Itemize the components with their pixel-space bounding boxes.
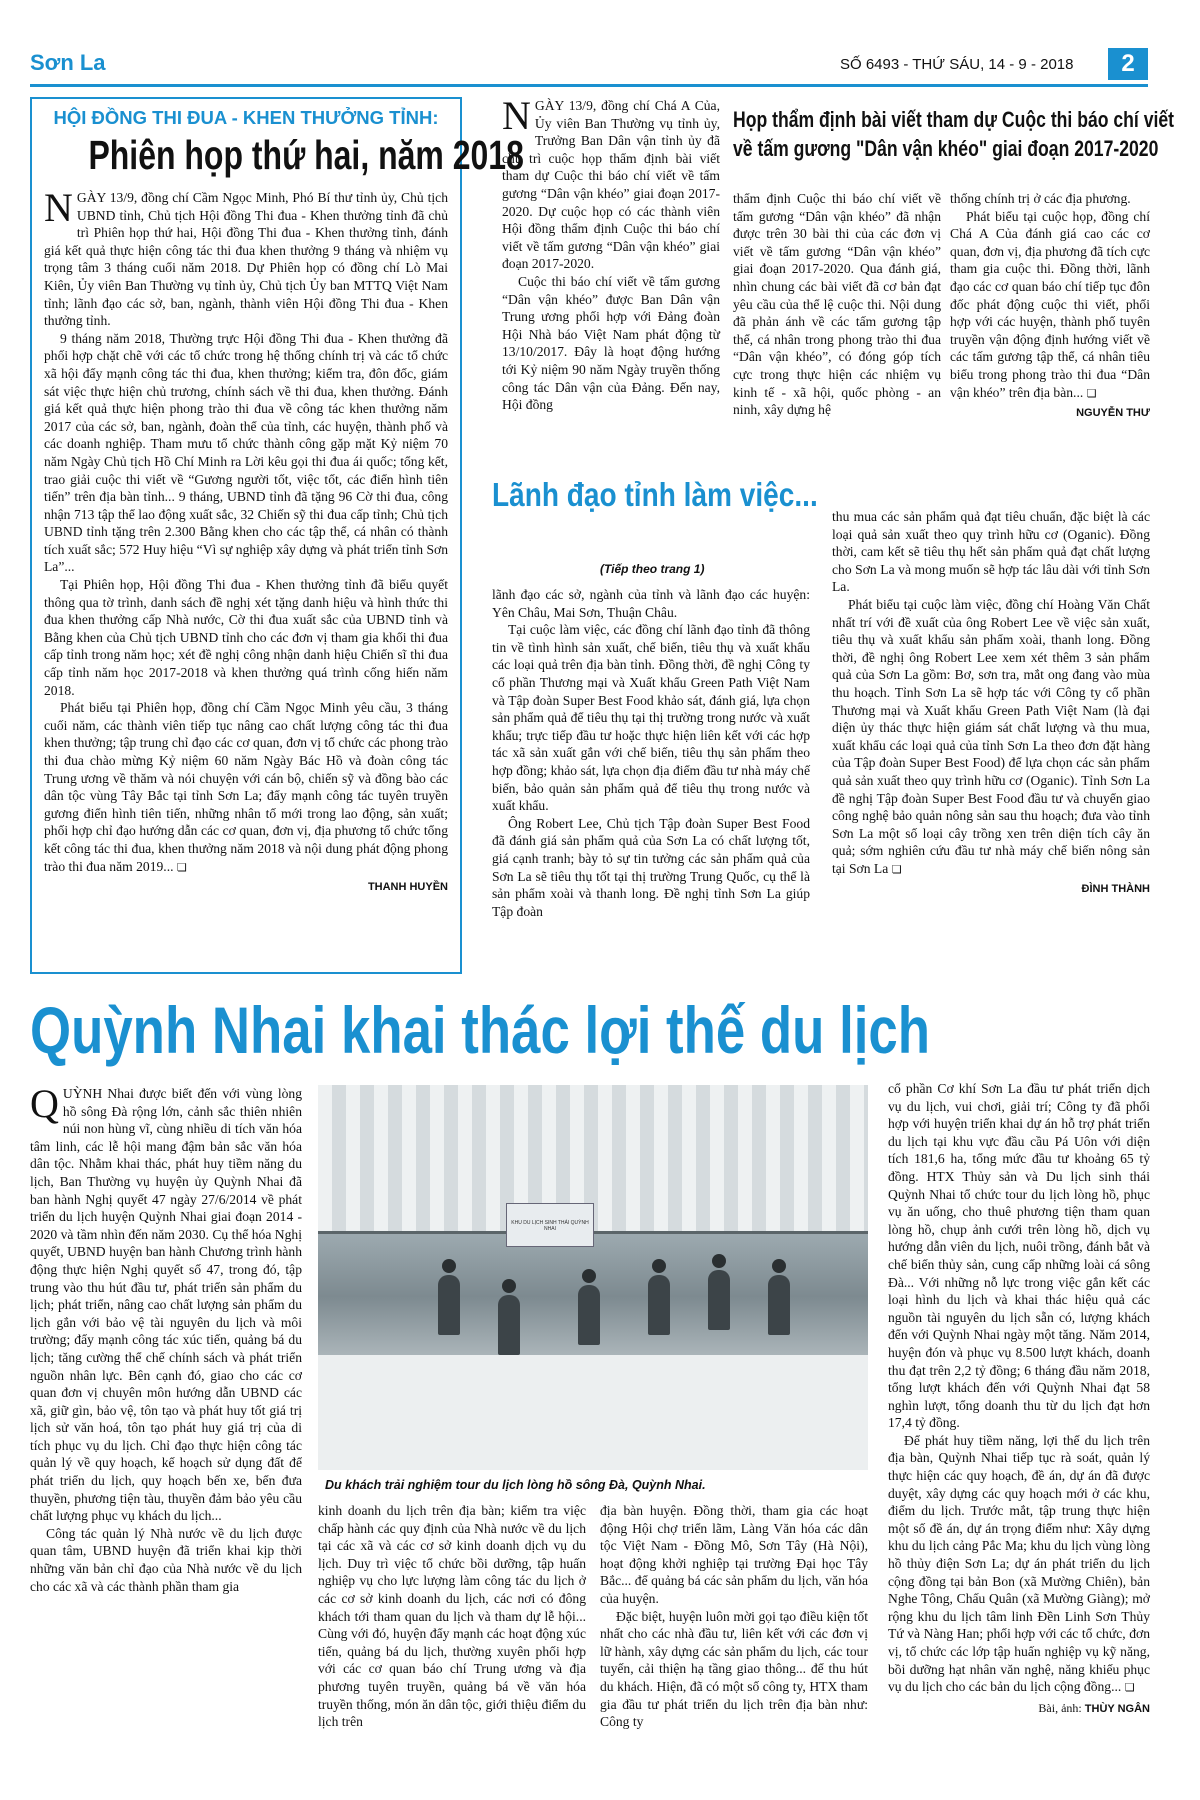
article4-paragraph: địa bàn huyện. Đồng thời, tham gia các hoạt động Hội chợ triển lãm, Làng Văn hóa các dân tộc Việt Nam - Đồng Mô, Sơn Tây (Hà Nội), hoạt động khởi nghiệp tại trường Đại học Tây Bắc... để quảng bá các sản phẩm du lịch, văn hóa của huyện. bbox=[600, 1503, 868, 1606]
article3-title: Lãnh đạo tỉnh làm việc... bbox=[492, 476, 818, 513]
drop-cap: Q bbox=[30, 1081, 59, 1126]
article3-paragraph: Tại cuộc làm việc, các đồng chí lãnh đạo tỉnh đã thông tin về tình hình sản xuất, chế biến, tiêu thụ và xuất khẩu các loại quả trên địa bàn tỉnh. Đồng thời, đề nghị Công ty cổ phần Thương mại và Xuất khẩu Green Path Việt Nam và Tập đoàn Super Best Food khảo sát, đánh giá, lựa chọn sản phẩm quả để tiêu thụ tại thị trường trong nước và xuất khẩu; trực tiếp đầu tư hoặc thực hiện liên kết với các hợp tác xã sản xuất gắn với chế biến, tiêu thụ sản phẩm theo hợp đồng; khảo sát, lựa chọn địa điểm đầu tư nhà máy chế biến, bảo quản sản phẩm quả để tiêu thụ trong nước và xuất khẩu. bbox=[492, 622, 810, 814]
article1-paragraph: Phát biểu tại Phiên họp, đồng chí Cầm Ngọc Minh yêu cầu, 3 tháng cuối năm, các thành viên tiếp tục nâng cao chất lượng công tác thi đua khen thưởng; tập trung chỉ đạo các cơ quan, đơn vị tổ chức các phong trào thi đua chào mừng Kỷ niệm 60 năm Ngày Bác Hồ và đoàn công tác Trung ương về thăm và nói chuyện với cán bộ, chiến sỹ và đồng bào các dân tộc vùng Tây Bắc tại tỉnh Sơn La; đẩy mạnh công tác tuyên truyền gương điển hình tiên tiến, những nhân tố mới trong lao động, sản xuất; phối hợp chỉ đạo hướng dẫn các cơ quan, đơn vị, địa phương tổ chức tổng kết công tác thi đua, khen thưởng năm 2018 và nội dung phát động phong trào thi đua năm 2019... ❏ bbox=[44, 700, 448, 874]
article4-column-3 bbox=[600, 1502, 868, 1731]
article4-paragraph: Công tác quản lý Nhà nước về du lịch được quan tâm, UBND huyện đã triển khai kịp thời những văn bản chỉ đạo của Nhà nước về du lịch cho các xã và các thành phần tham gia bbox=[30, 1525, 302, 1594]
end-mark: ❏ bbox=[176, 861, 187, 874]
article2-title-line: Họp thẩm định bài viết tham dự Cuộc thi báo chí viết bbox=[733, 107, 1175, 132]
article1-kicker: HỘI ĐỒNG THI ĐUA - KHEN THƯỞNG TỈNH: bbox=[53, 107, 439, 128]
passenger-figure bbox=[648, 1275, 670, 1335]
article1-title: Phiên họp thứ hai, năm 2018 bbox=[88, 132, 524, 178]
article4-paragraph: cổ phần Cơ khí Sơn La đầu tư phát triển dịch vụ du lịch, vui chơi, giải trí; Công ty đã phối hợp với huyện triển khai dự án hỗ trợ phát triển du lịch tại khu vực đầu cầu Pá Uôn với diện tích 181,6 ha, tổng mức đầu tư khoảng 65 tỷ đồng. HTX Thủy sản và Du lịch sinh thái Quỳnh Nhai tổ chức tour du lịch lòng hồ, phục vụ ăn uống, cho thuê phương tiện tham quan lòng hồ, chụp ảnh cưới trên lòng hồ, dịch vụ hướng dẫn viên du lịch, nuôi trồng, đánh bắt và chế biến thủy sản, cung cấp những loài cá sông Đà... Với những nỗ lực trong việc gắn kết các loại hình du lịch và khai thác hiệu quả các nguồn tài nguyên du lịch sẵn có, lượng khách đến với Quỳnh Nhai ngày một tăng. Năm 2014, huyện đón và phục vụ 8.500 lượt khách, doanh thu đạt trên 2,2 tỷ đồng; 6 tháng đầu năm 2018, tổng lượt khách đến với Quỳnh Nhai đạt 58 nghìn lượt, tổng doanh thu từ du lịch đạt hơn 17,4 tỷ đồng. bbox=[888, 1081, 1150, 1431]
article3-continued: (Tiếp theo trang 1) bbox=[600, 562, 705, 576]
article2-title bbox=[733, 105, 1175, 163]
article2-paragraph: thống chính trị ở các địa phương. bbox=[950, 191, 1131, 206]
article2-paragraph: Cuộc thi báo chí viết về tấm gương “Dân vận khéo” được Ban Dân vận Trung ương phối hợp với Đảng đoàn Hội Nhà báo Việt Nam phát động từ 13/10/2017. Đây là hoạt động hướng tới Kỷ niệm 90 năm Ngày truyền thống công tác Dân vận của Đảng. Đến nay, Hội đồng bbox=[502, 273, 720, 413]
passenger-head bbox=[652, 1259, 666, 1273]
article1-body bbox=[44, 185, 448, 897]
article4-author: Bài, ảnh: THÙY NGÂN bbox=[1038, 1700, 1150, 1715]
article2-paragraph: NGÀY 13/9, đồng chí Chá A Của, Ủy viên Ban Thường vụ tỉnh ủy, Trưởng Ban Dân vận tỉnh ủy đã chủ trì cuộc họp thẩm định bài viết tham dự Cuộc thi báo chí viết về tấm gương “Dân vận khéo” giai đoạn 2017-2020. Dự cuộc họp có các thành viên Hội đồng thẩm định Cuộc thi báo chí viết về tấm gương “Dân vận khéo” giai đoạn 2017-2020. bbox=[502, 93, 720, 272]
passenger-head bbox=[442, 1259, 456, 1273]
drop-cap: N bbox=[44, 185, 73, 230]
passenger-head bbox=[712, 1254, 726, 1268]
article4-paragraph: kinh doanh du lịch trên địa bàn; kiểm tra việc chấp hành các quy định của Nhà nước về du lịch tại các xã và các cơ sở kinh doanh dịch vụ du lịch. Duy trì việc tổ chức bồi dưỡng, tập huấn nghiệp vụ cho lực lượng làm công tác du lịch ở các cơ sở kinh doanh du lịch, các nơi có đông khách tới tham quan du lịch và tham dự lễ hội... Cùng với đó, huyện đẩy mạnh các hoạt động xúc tiến, quảng bá du lịch, thường xuyên phối hợp với các cơ quan báo chí Trung ương và địa phương tuyên truyền, quảng bá về văn hóa truyền thống, món ăn dân tộc, giới thiệu điểm du lịch trên bbox=[318, 1503, 586, 1730]
article4-title: Quỳnh Nhai khai thác lợi thế du lịch bbox=[30, 993, 931, 1067]
passenger-head bbox=[772, 1259, 786, 1273]
tour-boat-photo bbox=[318, 1085, 868, 1470]
article1-paragraph: NGÀY 13/9, đồng chí Cầm Ngọc Minh, Phó Bí thư tỉnh ủy, Chủ tịch UBND tỉnh, Chủ tịch Hội đồng Thi đua - Khen thưởng tỉnh đã chủ trì Phiên họp thứ hai, Hội đồng Thi đua - Khen thưởng tỉnh, đánh giá kết quả thực hiện công tác thi đua khen thưởng 9 tháng và nhiệm vụ trọng tâm 3 tháng cuối năm 2018. Dự Phiên họp có đồng chí Lò Mai Kiên, Ủy viên Ban Thường vụ tỉnh ủy, Chủ tịch Ủy ban MTTQ Việt Nam tỉnh; lãnh đạo các sở, ban, ngành, thành viên Hội đồng Thi đua - Khen thưởng tỉnh. bbox=[44, 185, 448, 329]
photo-banner: KHU DU LỊCH SINH THÁI QUỲNH NHAI bbox=[506, 1203, 594, 1247]
issue-info: SỐ 6493 - THỨ SÁU, 14 - 9 - 2018 bbox=[840, 56, 1074, 73]
boat-deck bbox=[318, 1355, 868, 1471]
article2-author: NGUYỄN THƯ bbox=[1076, 407, 1150, 420]
article3-column-1 bbox=[492, 586, 810, 920]
section-brand: Sơn La bbox=[30, 50, 106, 75]
article3-paragraph: Ông Robert Lee, Chủ tịch Tập đoàn Super Best Food đã đánh giá sản phẩm quả của Sơn La có chất lượng tốt, giá cạnh tranh; bày tỏ sự tin tưởng các sản phẩm quả của Sơn La sẽ tiêu thụ tốt tại thị trường Trung Quốc, cụ thể là sản phẩm xoài và thanh long. Đề nghị tỉnh Sơn La giúp Tập đoàn bbox=[492, 815, 810, 919]
article1-paragraph: 9 tháng năm 2018, Thường trực Hội đồng Thi đua - Khen thưởng đã phối hợp chặt chẽ với các tổ chức trong hệ thống chính trị và các tổ chức xã hội đẩy mạnh công tác thi đua, khen thưởng; kiểm tra, đôn đốc, giám sát việc thực hiện chủ trương, chính sách về thi đua, khen thưởng. Đánh giá kết quả thực hiện phong trào thi đua về công tác khen thưởng năm 2017 của các sở, ban, ngành, đoàn thể của tỉnh, các huyện, thành phố và các doanh nghiệp. Tham mưu tổ chức thành công gặp mặt Kỷ niệm 70 năm Ngày Chủ tịch Hồ Chí Minh ra Lời kêu gọi thi đua ái quốc; tổng kết, trao giải cuộc thi viết về “Gương người tốt, việc tốt, các điển hình tiên tiến” trên địa bàn tỉnh... 9 tháng, UBND tỉnh đã tặng 96 Cờ thi đua, công nhận 713 tập thể lao động xuất sắc, 32 Chiến sỹ thi đua cấp tỉnh; Chủ tịch UBND tỉnh tặng trên 2.300 Bằng khen cho các tập thể, cá nhân có thành tích xuất sắc; 572 Huy hiệu “Vì sự nghiệp xây dựng và phát triển tỉnh Sơn La”... bbox=[44, 330, 448, 575]
end-mark: ❏ bbox=[891, 863, 902, 876]
end-mark: ❏ bbox=[1086, 387, 1097, 400]
article2-paragraph: Phát biểu tại cuộc họp, đồng chí Chá A Của đánh giá cao các cơ quan, đơn vị, địa phương đã tích cực tham gia cuộc thi. Đồng thời, lãnh đạo các cơ quan báo chí tiếp tục đôn đốc phát động cuộc thi viết, phối hợp với các huyện, thành phố tuyên truyền vận động định hướng viết về các tấm gương tập thể, cá nhân tiêu biểu trong phong trào thi đua “Dân vận khéo” trên địa bàn... ❏ bbox=[950, 208, 1150, 400]
passenger-figure bbox=[578, 1285, 600, 1345]
article4-paragraph: QUỲNH Nhai được biết đến với vùng lòng hồ sông Đà rộng lớn, cảnh sắc thiên nhiên núi non hùng vĩ, cùng nhiều di tích văn hóa tâm linh, các lễ hội mang đậm bản sắc văn hóa dân tộc. Nhằm khai thác, phát huy tiềm năng du lịch, Ban Thường vụ huyện ủy Quỳnh Nhai đã ban hành Nghị quyết 47 ngày 27/6/2014 về phát triển du lịch huyện Quỳnh Nhai giai đoạn 2014 - 2020 và tầm nhìn đến năm 2030. Cụ thể hóa Nghị quyết, UBND huyện ban hành Chương trình hành động thực hiện Nghị quyết số 47, trong đó, tập trung vào thu hút đầu tư, phát triển sản phẩm du lịch; phát triển, nâng cao chất lượng sản phẩm du lịch gắn với bảo vệ tài nguyên du lịch và môi trường; đẩy mạnh công tác xúc tiến, quảng bá du lịch; tăng cường thể chế chính sách và phát triển nguồn nhân lực. Bên cạnh đó, giao cho các cơ quan đơn vị chuyên môn hướng dẫn UBND các xã, giữ gìn, bảo vệ, tôn tạo và phát huy tốt giá trị lịch sử văn hoá, tôn tạo phát huy giá trị của di tích phục vụ du lịch. Chỉ đạo thực hiện công tác quản lý về quy hoạch, kế hoạch sử dụng đất để phát triển du lịch, quy hoạch bến xe, bến đưa thuyền, phương tiện tàu, thuyền đảm bảo yêu cầu chất lượng phục vụ khách du lịch... bbox=[30, 1081, 302, 1524]
article3-paragraph: lãnh đạo các sở, ngành của tỉnh và lãnh đạo các huyện: Yên Châu, Mai Sơn, Thuận Châu. bbox=[492, 587, 810, 620]
article1-paragraph: Tại Phiên họp, Hội đồng Thi đua - Khen thưởng tỉnh đã biểu quyết thông qua tờ trình, danh sách đề nghị xét tặng danh hiệu và hình thức thi đua khen thưởng cấp Nhà nước, Cờ thi đua xuất sắc của UBND tỉnh và Bằng khen của Chủ tịch UBND tỉnh cho các đơn vị tham gia khối thi đua cấp tỉnh trong năm học; xét đề nghị công nhận danh hiệu Chiến sĩ thi đua cấp tỉnh năm học 2017-2018 và khen thưởng quá trình cống hiến năm 2018. bbox=[44, 577, 448, 698]
passenger-figure bbox=[498, 1295, 520, 1355]
end-mark: ❏ bbox=[1124, 1682, 1135, 1695]
article4-column-2 bbox=[318, 1502, 586, 1731]
page-number: 2 bbox=[1108, 48, 1148, 80]
article2-column-3 bbox=[950, 190, 1150, 423]
article2-column-1 bbox=[502, 93, 720, 414]
article3-column-2 bbox=[832, 508, 1150, 899]
passenger-head bbox=[582, 1269, 596, 1283]
article-thi-dua-box bbox=[30, 97, 524, 974]
header-rule bbox=[30, 84, 1148, 87]
article4-paragraph: Để phát huy tiềm năng, lợi thế du lịch trên địa bàn, Quỳnh Nhai tiếp tục rà soát, quản lý thực hiện các quy hoạch, đề án, dự án đã được duyệt, xây dựng các quy hoạch mới ở các khu, điểm du lịch. Trước mắt, tập trung thực hiện một số đề án, dự án trọng điểm như: Xây dựng khu du lịch cảng Pắc Ma; khu du lịch vùng lòng hồ thủy điện Sơn La; dự án phát triển du lịch cộng đồng tại bản Bon (xã Mường Chiên), bản Nghe Tông, Chấu Quân (xã Mường Giàng); mở rộng khu du lịch tâm linh Đền Linh Sơn Thủy Tứ và Nàng Han; phối hợp với các tổ chức, đơn vị, tổ chức các lớp tập huấn nghiệp vụ kỹ năng, bồi dưỡng hạt nhân văn nghệ, năng khiếu phục vụ du lịch cho các bản du lịch cộng đồng... ❏ bbox=[888, 1432, 1150, 1695]
article2-column-2 bbox=[733, 190, 941, 419]
article2-paragraph: thẩm định Cuộc thi báo chí viết về tấm gương “Dân vận khéo” đã nhận được trên 30 bài thi của các đơn vị viết về tấm gương “Dân vận khéo” giai đoạn 2017-2020. Qua đánh giá, nhìn chung các bài viết đã cơ bản đạt yêu cầu của thể lệ cuộc thi. Nội dung đã phản ánh về các tấm gương tập thể, cá nhân trong phong trào thi đua “Dân vận khéo”, có đóng góp tích cực trong thực hiện các nhiệm vụ kinh tế - xã hội, quốc phòng - an ninh, xây dựng hệ bbox=[733, 191, 941, 418]
article3-paragraph: thu mua các sản phẩm quả đạt tiêu chuẩn, đặc biệt là các loại quả sản xuất theo quy trình hữu cơ (Oganic). Đồng thời, cam kết sẽ tiêu thụ hết sản phẩm quả đạt chất lượng cho Sơn La và mong muốn sẽ hợp tác lâu dài với tỉnh Sơn La. bbox=[832, 509, 1150, 595]
article2-title-line: về tấm gương "Dân vận khéo" giai đoạn 2017-2020 bbox=[733, 136, 1159, 161]
article3-author: ĐÌNH THÀNH bbox=[1081, 883, 1150, 896]
passenger-figure bbox=[768, 1275, 790, 1335]
article3-paragraph: Phát biểu tại cuộc làm việc, đồng chí Hoàng Văn Chất nhất trí với đề xuất của ông Robert Lee về việc sản xuất, tiêu thụ và xuất khẩu sản phẩm xoài, thanh long. Đồng thời, đề nghị ông Robert Lee xem xét thêm 3 sản phẩm quả của Sơn La gồm: Bơ, sơn tra, mắt ong đang vào mùa thu hoạch. Tỉnh Sơn La sẽ hợp tác với Công ty cổ phần Thương mại và Xuất khẩu Green Path Việt Nam (là đại diện ủy thác thực hiện giám sát chất lượng và thu mua, xuất khẩu các loại quả của tỉnh Sơn La theo đơn đặt hàng của Tập đoàn Super Best Food) để lựa chọn các sản phẩm quả sản xuất theo quy trình hữu cơ (Oganic). Tỉnh Sơn La đề nghị Tập đoàn Super Best Food đầu tư và chuyển giao công nghệ bảo quản nông sản sau thu hoạch; đưa vào tỉnh Sơn La một số loại cây trồng xen trên diện tích cây ăn quả; sớm nghiên cứu đầu tư nhà máy chế biến nông sản tại Sơn La ❏ bbox=[832, 596, 1150, 876]
photo-caption: Du khách trải nghiệm tour du lịch lòng hồ sông Đà, Quỳnh Nhai. bbox=[325, 1478, 706, 1492]
passenger-head bbox=[502, 1279, 516, 1293]
article1-author: THANH HUYỀN bbox=[367, 881, 448, 894]
passenger-figure bbox=[438, 1275, 460, 1335]
passenger-figure bbox=[708, 1270, 730, 1330]
article4-column-4 bbox=[888, 1080, 1150, 1718]
article4-column-1 bbox=[30, 1081, 302, 1595]
article4-paragraph: Đặc biệt, huyện luôn mời gọi tạo điều kiện tốt nhất cho các nhà đầu tư, liên kết với các đơn vị lữ hành, xây dựng các sản phẩm du lịch, các tour tuyến, cải thiện hạ tầng giao thông... để thu hút du khách. Hiện, đã có một số công ty, HTX tham gia đầu tư phát triển du lịch trên địa bàn như: Công ty bbox=[600, 1608, 868, 1730]
drop-cap: N bbox=[502, 93, 531, 138]
